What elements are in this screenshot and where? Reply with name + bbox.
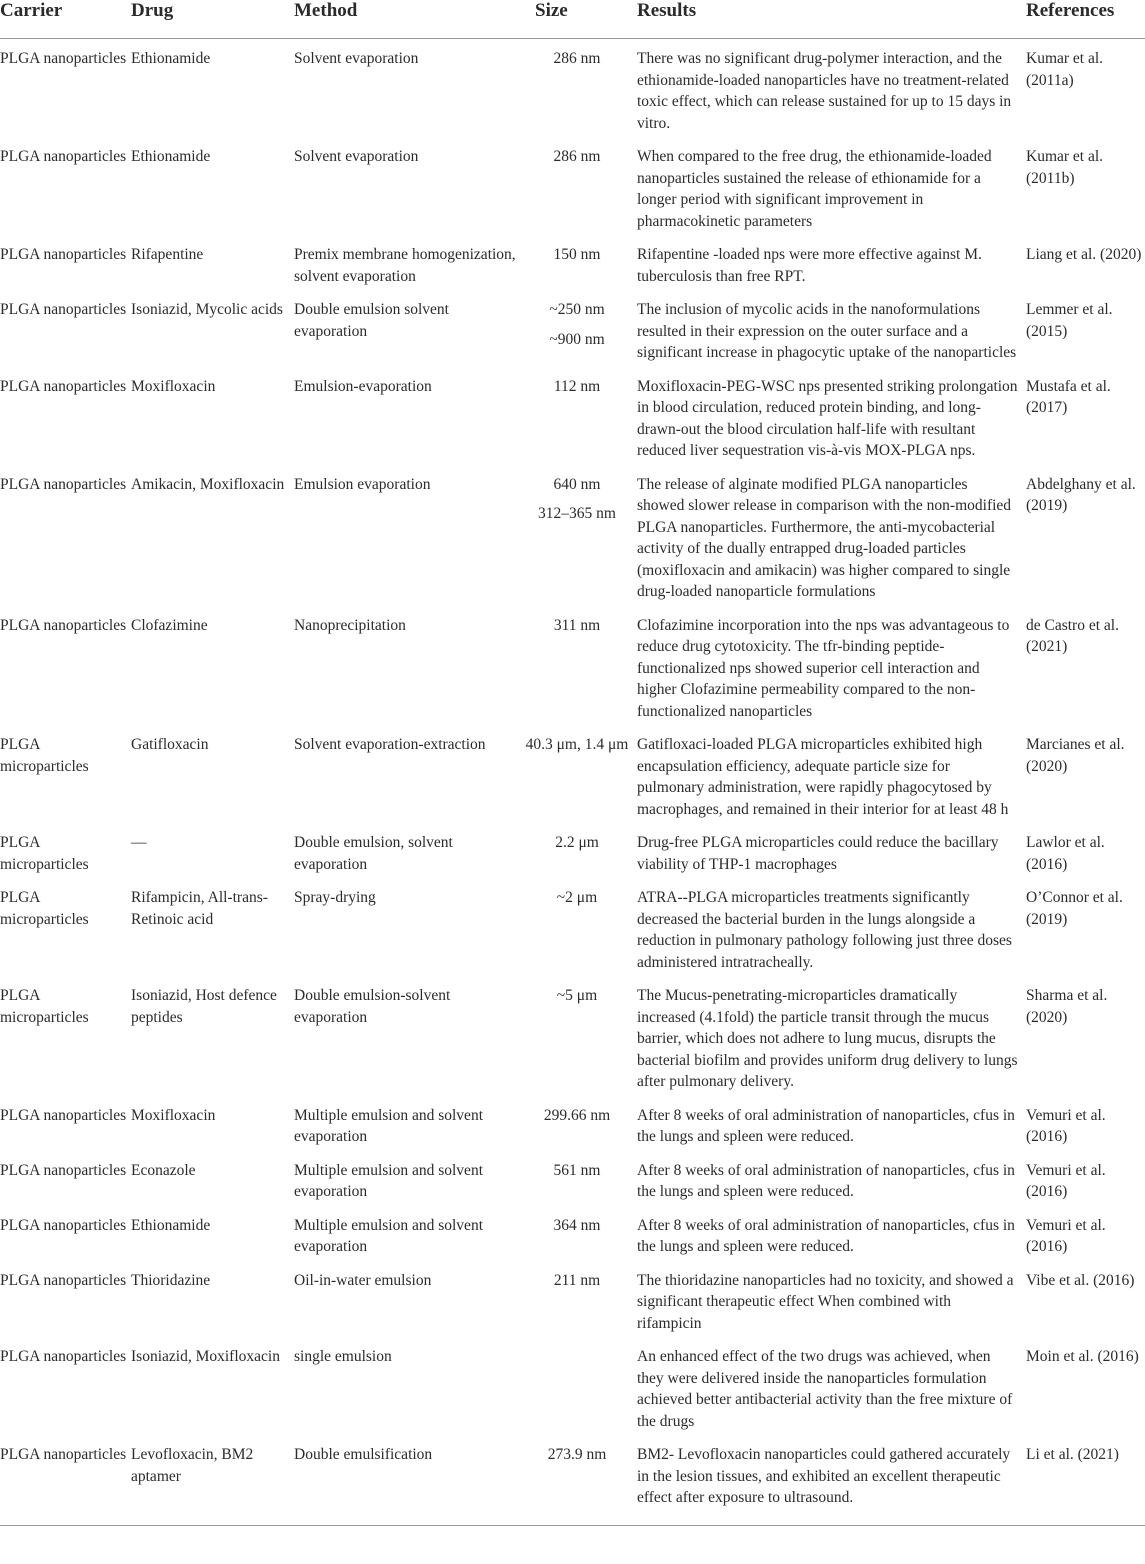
cell-carrier-text: PLGA nanoparticles xyxy=(0,1271,127,1289)
cell-results xyxy=(637,1206,1026,1261)
cell-size xyxy=(525,976,637,1096)
cell-drug xyxy=(131,1206,294,1261)
cell-drug-text: Isoniazid, Host defence peptides xyxy=(131,987,277,1026)
cell-method xyxy=(294,1337,525,1435)
cell-references xyxy=(1026,878,1145,976)
cell-references xyxy=(1026,1206,1145,1261)
cell-method xyxy=(294,878,525,976)
cell-references-text: Vemuri et al. (2016) xyxy=(1026,1216,1106,1255)
cell-carrier xyxy=(0,367,131,465)
size-value: 112 nm xyxy=(553,377,601,395)
cell-carrier-text: PLGA nanoparticles xyxy=(0,246,127,263)
cell-results-text: When compared to the free drug, the ethionamide-loaded nanoparticles sustained the release of ethionamide for a longer period with significant improvement in pharmacokinetic parameters xyxy=(637,148,992,230)
cell-references xyxy=(1026,1096,1145,1151)
cell-method-text: Emulsion-evaporation xyxy=(294,377,432,395)
cell-carrier-text: PLGA nanoparticles xyxy=(0,148,127,165)
header-method: Method xyxy=(294,0,525,39)
cell-drug xyxy=(131,465,294,606)
size-value: 273.9 nm xyxy=(547,1446,607,1463)
cell-carrier xyxy=(0,137,131,235)
cell-drug xyxy=(131,725,294,823)
cell-carrier-text: PLGA nanoparticles xyxy=(0,1106,127,1124)
cell-method xyxy=(294,725,525,823)
cell-results xyxy=(637,367,1026,465)
cell-method xyxy=(294,1435,525,1525)
cell-method xyxy=(294,39,525,138)
cell-carrier-text: PLGA microparticles xyxy=(0,987,89,1026)
cell-size xyxy=(525,1435,637,1525)
cell-references xyxy=(1026,1261,1145,1338)
cell-carrier-text: PLGA microparticles xyxy=(0,834,89,873)
cell-references-text: Vemuri et al. (2016) xyxy=(1026,1161,1106,1200)
cell-references-text: Moin et al. (2016) xyxy=(1026,1348,1139,1365)
header-row xyxy=(0,0,1145,39)
size-value: 561 nm xyxy=(553,1161,601,1179)
size-value: 640 nm xyxy=(553,475,601,493)
cell-results-text: Rifapentine -loaded nps were more effective against M. tuberculosis than free RPT. xyxy=(637,246,982,285)
cell-carrier xyxy=(0,823,131,878)
cell-carrier-text: PLGA nanoparticles xyxy=(0,616,127,634)
cell-method-text: Solvent evaporation xyxy=(294,50,419,67)
cell-size xyxy=(525,137,637,235)
cell-references-text: Vemuri et al. (2016) xyxy=(1026,1106,1106,1145)
cell-method-text: Double emulsion solvent evaporation xyxy=(294,301,449,340)
cell-carrier xyxy=(0,39,131,138)
cell-drug xyxy=(131,823,294,878)
cell-references-text: Lawlor et al. (2016) xyxy=(1026,834,1105,873)
cell-carrier-text: PLGA microparticles xyxy=(0,736,89,775)
table-header xyxy=(0,0,1145,39)
cell-carrier-text: PLGA nanoparticles xyxy=(0,50,127,67)
cell-references-text: Lemmer et al. (2015) xyxy=(1026,301,1113,340)
cell-references xyxy=(1026,367,1145,465)
cell-method xyxy=(294,606,525,726)
cell-drug-text: Econazole xyxy=(131,1161,196,1179)
cell-method xyxy=(294,1261,525,1338)
cell-references xyxy=(1026,823,1145,878)
cell-references-text: Mustafa et al. (2017) xyxy=(1026,377,1111,416)
cell-size xyxy=(525,823,637,878)
table-row xyxy=(0,1206,1145,1261)
cell-drug-text: Ethionamide xyxy=(131,50,211,67)
cell-method xyxy=(294,1206,525,1261)
cell-drug-text: Ethionamide xyxy=(131,1216,211,1234)
cell-carrier xyxy=(0,1096,131,1151)
cell-carrier-text: PLGA nanoparticles xyxy=(0,1161,127,1179)
cell-carrier xyxy=(0,1435,131,1525)
cell-references xyxy=(1026,606,1145,726)
table-row xyxy=(0,1261,1145,1338)
size-value: 286 nm xyxy=(553,148,601,165)
cell-method-text: Solvent evaporation-extraction xyxy=(294,736,486,753)
cell-drug xyxy=(131,290,294,367)
cell-references xyxy=(1026,235,1145,290)
cell-method xyxy=(294,367,525,465)
size-value: 311 nm xyxy=(553,616,601,634)
cell-carrier xyxy=(0,878,131,976)
cell-references xyxy=(1026,1151,1145,1206)
cell-size xyxy=(525,1151,637,1206)
cell-results xyxy=(637,976,1026,1096)
cell-method xyxy=(294,290,525,367)
cell-method-text: Emulsion evaporation xyxy=(294,475,431,493)
cell-drug-text: Ethionamide xyxy=(131,148,211,165)
table-row xyxy=(0,367,1145,465)
cell-drug-text: Moxifloxacin xyxy=(131,377,216,395)
cell-carrier xyxy=(0,1151,131,1206)
cell-method-text: Spray-drying xyxy=(294,889,376,906)
cell-carrier xyxy=(0,1261,131,1338)
size-value: ~5 μm xyxy=(556,987,598,1004)
size-value: 286 nm xyxy=(553,50,601,67)
cell-drug xyxy=(131,1337,294,1435)
cell-results xyxy=(637,1096,1026,1151)
cell-references-text: Sharma et al. (2020) xyxy=(1026,987,1108,1026)
cell-results-text: The inclusion of mycolic acids in the nanoformulations resulted in their expression on the outer surface and a significant increase in phagocytic uptake of the nanoparticles xyxy=(637,301,1017,361)
cell-size xyxy=(525,1206,637,1261)
cell-results xyxy=(637,1435,1026,1525)
cell-carrier-text: PLGA nanoparticles xyxy=(0,1348,127,1365)
cell-results xyxy=(637,725,1026,823)
cell-results-text: After 8 weeks of oral administration of nanoparticles, cfus in the lungs and spleen were reduced. xyxy=(637,1106,1015,1145)
cell-carrier xyxy=(0,1206,131,1261)
size-value: 2.2 μm xyxy=(555,834,599,851)
cell-drug-text: Isoniazid, Mycolic acids xyxy=(131,301,283,318)
cell-results xyxy=(637,465,1026,606)
table-row xyxy=(0,137,1145,235)
cell-carrier xyxy=(0,290,131,367)
cell-drug-text: Moxifloxacin xyxy=(131,1106,216,1124)
cell-references-text: Marcianes et al. (2020) xyxy=(1026,736,1125,775)
cell-drug xyxy=(131,1435,294,1525)
size-value: ~250 nm xyxy=(549,301,605,318)
cell-method-text: Double emulsion, solvent evaporation xyxy=(294,834,453,873)
cell-drug-text: Rifampicin, All-trans-Retinoic acid xyxy=(131,889,268,928)
cell-references-text: Vibe et al. (2016) xyxy=(1026,1271,1135,1289)
cell-method-text: Nanoprecipitation xyxy=(294,616,406,634)
cell-drug-text: Clofazimine xyxy=(131,616,208,634)
cell-results-text: After 8 weeks of oral administration of nanoparticles, cfus in the lungs and spleen were reduced. xyxy=(637,1161,1015,1200)
cell-references xyxy=(1026,465,1145,606)
cell-size xyxy=(525,290,637,367)
table-row xyxy=(0,1096,1145,1151)
cell-carrier-text: PLGA nanoparticles xyxy=(0,1216,127,1234)
cell-drug xyxy=(131,1261,294,1338)
cell-drug xyxy=(131,235,294,290)
cell-method-text: Multiple emulsion and solvent evaporation xyxy=(294,1216,483,1255)
cell-size xyxy=(525,367,637,465)
cell-method xyxy=(294,823,525,878)
cell-size xyxy=(525,725,637,823)
cell-results xyxy=(637,1151,1026,1206)
cell-drug xyxy=(131,39,294,138)
cell-results xyxy=(637,39,1026,138)
cell-references-text: Liang et al. (2020) xyxy=(1026,246,1142,263)
cell-results-text: BM2- Levofloxacin nanoparticles could gathered accurately in the lesion tissues, and exhibited an excellent therapeutic effect after exposure to ultrasound. xyxy=(637,1446,1011,1506)
cell-method-text: Double emulsion-solvent evaporation xyxy=(294,987,451,1026)
cell-results xyxy=(637,823,1026,878)
cell-results-text: Clofazimine incorporation into the nps was advantageous to reduce drug cytotoxicity. The tfr-binding peptide-functionalized nps showed superior cell interaction and higher Clofazimine permeability compared to the non-functionalized nanoparticles xyxy=(637,616,1010,720)
cell-references xyxy=(1026,290,1145,367)
cell-carrier xyxy=(0,606,131,726)
cell-results xyxy=(637,1261,1026,1338)
cell-method-text: Premix membrane homogenization, solvent evaporation xyxy=(294,246,516,285)
cell-results-text: An enhanced effect of the two drugs was achieved, when they were delivered inside the nanoparticles formulation achieved better antibacterial activity than the free mixture of the drugs xyxy=(637,1348,1013,1430)
cell-references xyxy=(1026,1435,1145,1525)
cell-carrier xyxy=(0,976,131,1096)
cell-carrier xyxy=(0,1337,131,1435)
table-row xyxy=(0,290,1145,367)
size-value: 40.3 μm, 1.4 μm xyxy=(525,736,629,753)
cell-drug-text: Gatifloxacin xyxy=(131,736,209,753)
cell-carrier-text: PLGA microparticles xyxy=(0,889,89,928)
table-row xyxy=(0,878,1145,976)
size-value: 211 nm xyxy=(553,1271,601,1289)
cell-drug xyxy=(131,1096,294,1151)
header-carrier: Carrier xyxy=(0,0,131,39)
cell-carrier-text: PLGA nanoparticles xyxy=(0,301,127,318)
size-value: ~900 nm xyxy=(549,330,605,348)
cell-results-text: The thioridazine nanoparticles had no toxicity, and showed a significant therapeutic effect When combined with rifampicin xyxy=(637,1271,1014,1332)
cell-drug-text: Rifapentine xyxy=(131,246,204,263)
size-value: 312–365 nm xyxy=(538,505,616,522)
cell-references-text: O’Connor et al. (2019) xyxy=(1026,889,1123,928)
cell-drug xyxy=(131,878,294,976)
cell-references-text: de Castro et al. (2021) xyxy=(1026,616,1119,655)
cell-results-text: The Mucus-penetrating-microparticles dramatically increased (4.1fold) the particle transit through the mucus barrier, which does not adhere to lung mucus, disrupts the bacterial biofilm and provides uniform drug delivery to lungs after pulmonary delivery. xyxy=(637,987,1018,1090)
cell-method-text: Multiple emulsion and solvent evaporation xyxy=(294,1161,483,1200)
header-results: Results xyxy=(637,0,1026,39)
cell-drug-text: Isoniazid, Moxifloxacin xyxy=(131,1348,280,1365)
cell-size xyxy=(525,1337,637,1435)
cell-carrier xyxy=(0,235,131,290)
cell-drug xyxy=(131,137,294,235)
cell-results-text: Drug-free PLGA microparticles could reduce the bacillary viability of THP-1 macrophages xyxy=(637,834,999,873)
cell-method xyxy=(294,976,525,1096)
cell-drug-text: — xyxy=(131,834,147,851)
cell-results-text: There was no significant drug-polymer interaction, and the ethionamide-loaded nanoparticles have no treatment-related toxic effect, which can release sustained for up to 15 days in vitro. xyxy=(637,50,1012,132)
cell-results xyxy=(637,1337,1026,1435)
table-body xyxy=(0,39,1145,1526)
table-row xyxy=(0,235,1145,290)
table-row xyxy=(0,725,1145,823)
size-value: 150 nm xyxy=(553,246,601,263)
cell-references-text: Kumar et al. (2011b) xyxy=(1026,148,1104,187)
cell-drug xyxy=(131,606,294,726)
size-value: 364 nm xyxy=(553,1216,601,1234)
cell-references xyxy=(1026,976,1145,1096)
cell-references-text: Li et al. (2021) xyxy=(1026,1446,1119,1463)
size-value: ~2 μm xyxy=(556,889,598,906)
cell-size xyxy=(525,1096,637,1151)
cell-results xyxy=(637,606,1026,726)
cell-results xyxy=(637,235,1026,290)
header-size: Size xyxy=(525,0,637,39)
cell-drug-text: Thioridazine xyxy=(131,1271,211,1289)
table-row xyxy=(0,39,1145,138)
cell-drug xyxy=(131,976,294,1096)
table-row xyxy=(0,606,1145,726)
cell-method xyxy=(294,137,525,235)
cell-method xyxy=(294,1151,525,1206)
cell-method-text: single emulsion xyxy=(294,1348,392,1365)
cell-drug-text: Amikacin, Moxifloxacin xyxy=(131,475,285,493)
cell-references-text: Kumar et al. (2011a) xyxy=(1026,50,1104,89)
cell-size xyxy=(525,235,637,290)
cell-references xyxy=(1026,137,1145,235)
table-row xyxy=(0,1337,1145,1435)
cell-references xyxy=(1026,725,1145,823)
cell-method xyxy=(294,465,525,606)
cell-method-text: Oil-in-water emulsion xyxy=(294,1271,432,1289)
cell-size xyxy=(525,878,637,976)
cell-references-text: Abdelghany et al. (2019) xyxy=(1026,475,1136,514)
cell-drug xyxy=(131,1151,294,1206)
table-row xyxy=(0,823,1145,878)
cell-results-text: After 8 weeks of oral administration of nanoparticles, cfus in the lungs and spleen were reduced. xyxy=(637,1216,1015,1255)
table-row xyxy=(0,465,1145,606)
size-value: 299.66 nm xyxy=(543,1106,611,1124)
cell-results-text: The release of alginate modified PLGA nanoparticles showed slower release in comparison with the non-modified PLGA nanoparticles. Furthermore, the anti-mycobacterial activity of the dually entrapped drug-loaded particles (moxifloxacin and amikacin) was higher compared to single drug-loaded nanoparticle formulations xyxy=(637,475,1012,600)
cell-drug-text: Levofloxacin, BM2 aptamer xyxy=(131,1446,254,1485)
cell-results xyxy=(637,878,1026,976)
header-references: References xyxy=(1026,0,1145,39)
cell-size xyxy=(525,39,637,138)
cell-size xyxy=(525,606,637,726)
cell-carrier-text: PLGA nanoparticles xyxy=(0,475,127,493)
cell-carrier xyxy=(0,465,131,606)
table-row xyxy=(0,1435,1145,1525)
header-drug: Drug xyxy=(131,0,294,39)
cell-size xyxy=(525,1261,637,1338)
cell-references xyxy=(1026,1337,1145,1435)
cell-results-text: Moxifloxacin-PEG-WSC nps presented striking prolongation in blood circulation, reduced protein binding, and long-drawn-out the blood circulation half-life with resultant reduced liver sequestration vis-à-vis MOX-PLGA nps. xyxy=(637,377,1018,459)
table-row xyxy=(0,1151,1145,1206)
table-row xyxy=(0,976,1145,1096)
cell-carrier xyxy=(0,725,131,823)
cell-method-text: Solvent evaporation xyxy=(294,148,419,165)
cell-results-text: ATRA--PLGA microparticles treatments significantly decreased the bacterial burden in the lungs alongside a reduction in pulmonary pathology following just three doses administered intratracheally. xyxy=(637,889,1012,971)
cell-references xyxy=(1026,39,1145,138)
cell-drug xyxy=(131,367,294,465)
cell-method-text: Multiple emulsion and solvent evaporation xyxy=(294,1106,483,1145)
cell-results xyxy=(637,290,1026,367)
cell-carrier-text: PLGA nanoparticles xyxy=(0,377,127,395)
cell-results xyxy=(637,137,1026,235)
cell-method xyxy=(294,1096,525,1151)
cell-method-text: Double emulsification xyxy=(294,1446,433,1463)
cell-results-text: Gatifloxaci-loaded PLGA microparticles exhibited high encapsulation efficiency, adequate particle size for pulmonary administration, were rapidly phagocytosed by macrophages, and remained in their interior for at least 48 h xyxy=(637,736,1009,818)
cell-method xyxy=(294,235,525,290)
cell-size xyxy=(525,465,637,606)
cell-carrier-text: PLGA nanoparticles xyxy=(0,1446,127,1463)
